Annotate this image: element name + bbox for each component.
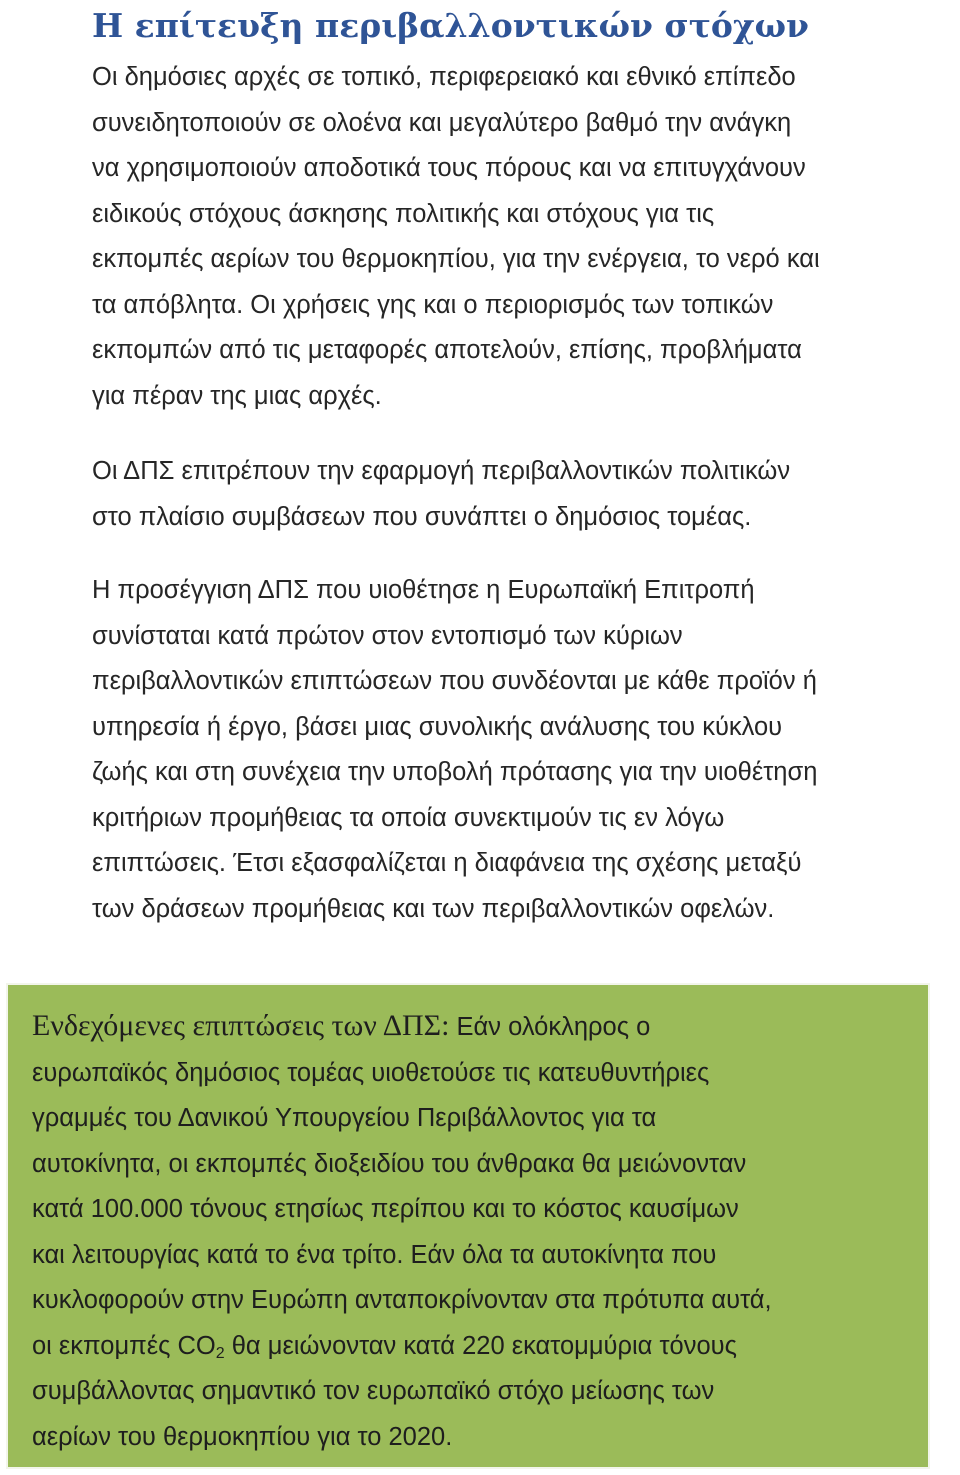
paragraph-public-authorities (92, 55, 960, 419)
text-line: κυκλοφορούν στην Ευρώπη ανταποκρίνονταν στα πρότυπα αυτά, (32, 1286, 772, 1314)
text-line: ειδικούς στόχους άσκησης πολιτικής και στόχους για τις (92, 199, 715, 228)
text-line: κριτήριων προμήθειας τα οποία συνεκτιμούν τις εν λόγω (92, 803, 725, 832)
text-line: Οι δημόσιες αρχές σε τοπικό, περιφερειακό και εθνικό επίπεδο (92, 63, 796, 91)
text-line: συνίσταται κατά πρώτον στον εντοπισμό των κύριων (92, 621, 683, 650)
text-line: και λειτουργίας κατά το ένα τρίτο. Εάν όλα τα αυτοκίνητα που (32, 1240, 717, 1269)
text-line: γραμμές του Δανικού Υπουργείου Περιβάλλοντος για τα (32, 1104, 657, 1132)
impact-callout-box (6, 983, 930, 1469)
paragraph-gpp-approach (92, 568, 960, 932)
text-line: ζωής και στη συνέχεια την υποβολή πρότασης για την υιοθέτηση (92, 758, 818, 786)
text-line (32, 1324, 772, 1370)
text-line: υπηρεσία ή έργο, βάσει μιας συνολικής ανάλυσης του κύκλου (92, 712, 783, 741)
text-line: επιπτώσεις. Έτσι εξασφαλίζεται η διαφάνεια της σχέσης μεταξύ (92, 849, 802, 877)
text-line: αερίων του θερμοκηπίου για το 2020. (32, 1422, 453, 1451)
text-line: Οι ΔΠΣ επιτρέπουν την εφαρμογή περιβαλλοντικών πολιτικών (92, 457, 791, 485)
callout-heading: Ενδεχόμενες επιπτώσεις των ΔΠΣ: (32, 1009, 450, 1042)
text-line (32, 1003, 772, 1051)
callout-text (32, 1003, 772, 1460)
text-line: να χρησιμοποιούν αποδοτικά τους πόρους και να επιτυγχάνουν (92, 154, 806, 182)
page-title: Η επίτευξη περιβαλλοντικών στόχων (92, 6, 809, 45)
text-line: αυτοκίνητα, οι εκπομπές διοξειδίου του άνθρακα θα μειώνονταν (32, 1149, 747, 1178)
text-line: τα απόβλητα. Οι χρήσεις γης και ο περιορισμός των τοπικών (92, 290, 774, 319)
text-line: εκπομπές αερίων του θερμοκηπίου, για την ενέργεια, το νερό και (92, 245, 820, 273)
text-line: συνειδητοποιούν σε ολοένα και μεγαλύτερο βαθμό την ανάγκη (92, 108, 792, 137)
text-line: Η προσέγγιση ΔΠΣ που υιοθέτησε η Ευρωπαϊκή Επιτροπή (92, 576, 755, 604)
text-line: συμβάλλοντας σημαντικό τον ευρωπαϊκό στόχο μείωσης των (32, 1377, 715, 1405)
paragraph-gpp-policies (92, 449, 960, 540)
text-line: κατά 100.000 τόνους ετησίως περίπου και το κόστος καυσίμων (32, 1195, 739, 1223)
text-line: για πέραν της μιας αρχές. (92, 381, 382, 410)
text-line: ευρωπαϊκός δημόσιος τομέας υιοθετούσε τις κατευθυντήριες (32, 1058, 710, 1087)
text-line: των δράσεων προμήθειας και των περιβαλλοντικών οφελών. (92, 894, 775, 923)
callout-line-rest: Εάν ολόκληρος ο (449, 1013, 651, 1041)
co2-subscript: 2 (215, 1344, 225, 1362)
text-line: εκπομπών από τις μεταφορές αποτελούν, επίσης, προβλήματα (92, 336, 802, 364)
co2-text-before: οι εκπομπές CO (32, 1331, 216, 1360)
co2-text-after: θα μειώνονταν κατά 220 εκατομμύρια τόνους (224, 1331, 737, 1360)
text-line: περιβαλλοντικών επιπτώσεων που συνδέονται με κάθε προϊόν ή (92, 667, 817, 695)
text-line: στο πλαίσιο συμβάσεων που συνάπτει ο δημόσιος τομέας. (92, 502, 752, 531)
